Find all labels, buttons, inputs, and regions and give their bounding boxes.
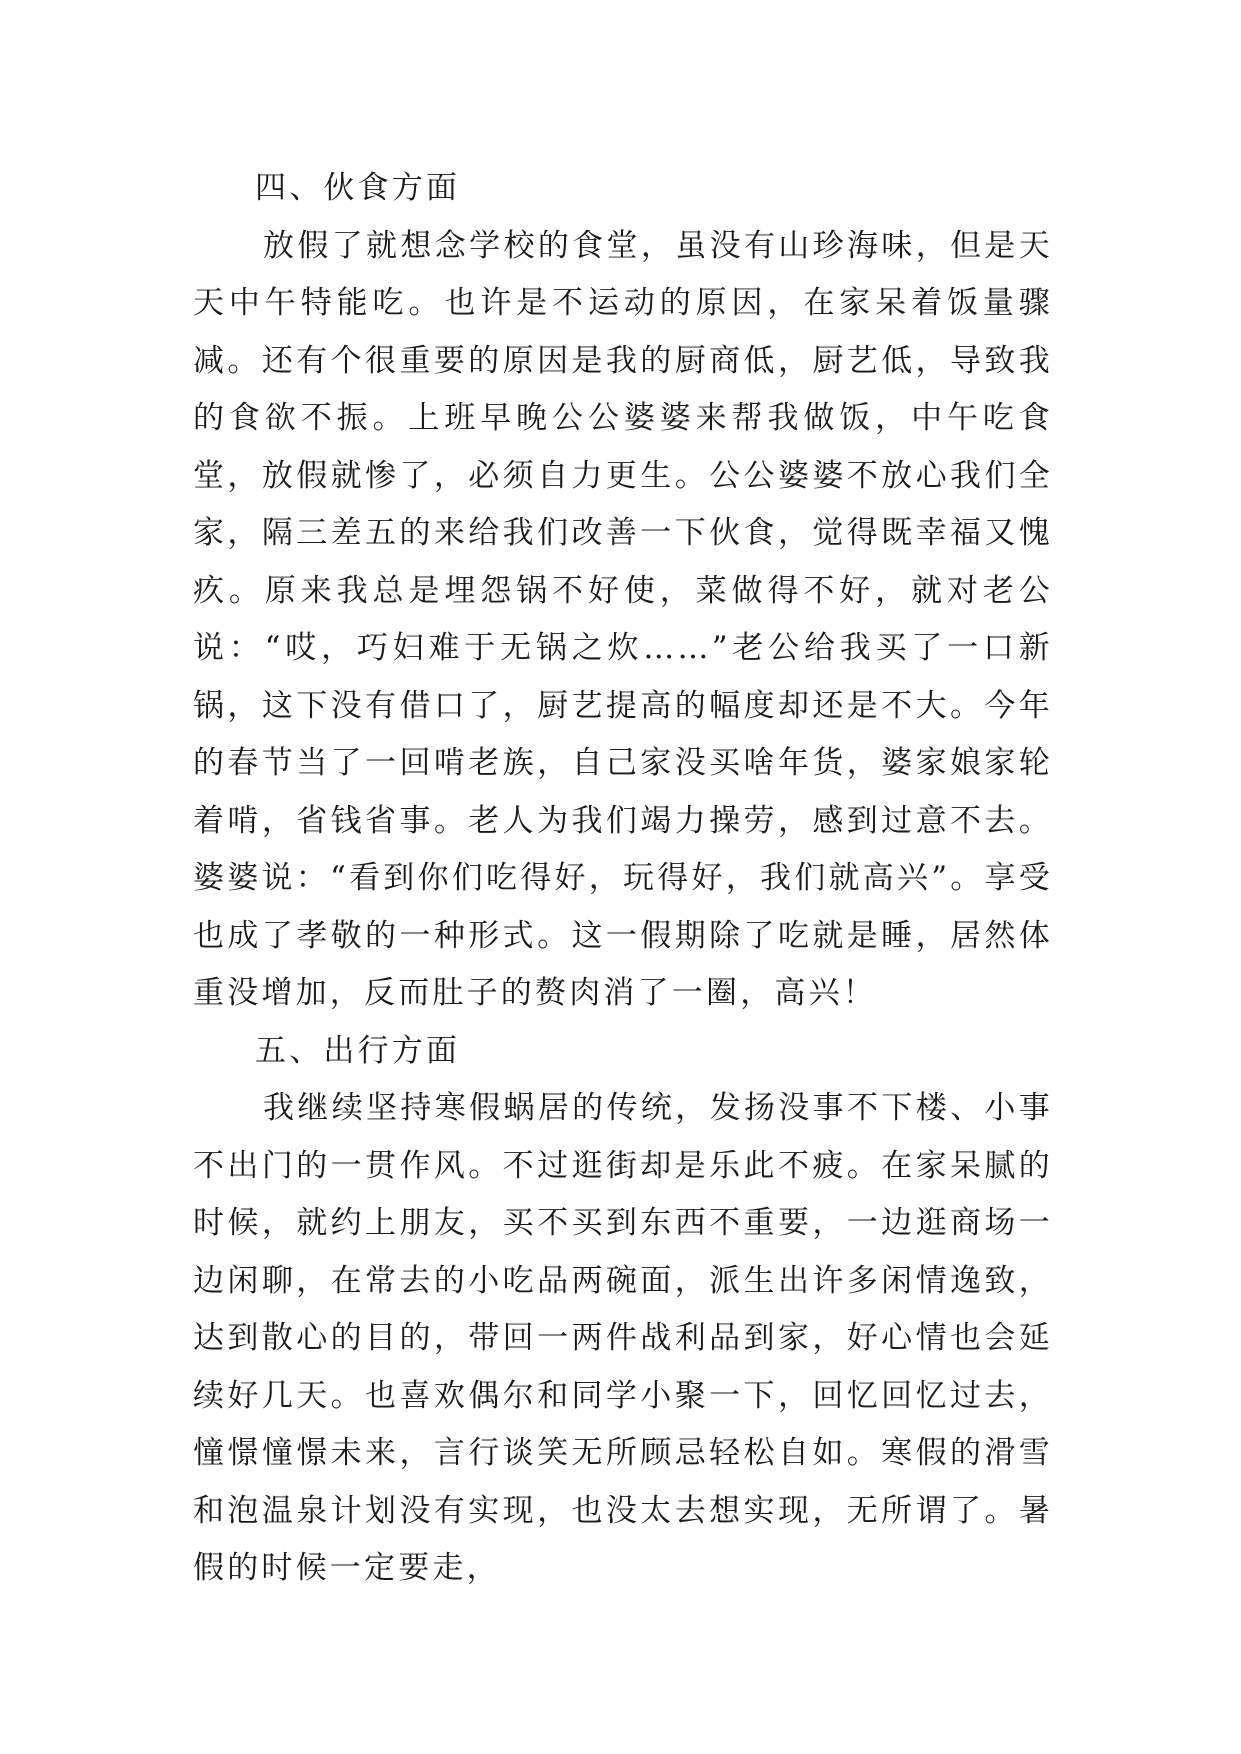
section-heading-travel: 五、出行方面 <box>255 1032 461 1069</box>
section-paragraph-travel: 我继续坚持寒假蜗居的传统，发扬没事不下楼、小事不出门的一贯作风。不过逛街却是乐此不疲。在家呆腻的时候，就约上朋友，买不买到东西不重要，一边逛商场一边闲聊，在常去的小吃品两碗面，派生出许多闲情逸致，达到散心的目的，带回一两件战利品到家，好心情也会延续好几天。也喜欢偶尔和同学小聚一下，回忆回忆过去，憧憬憧憬未来，言行谈笑无所顾忌轻松自如。寒假的滑雪和泡温泉计划没有实现，也没太去想实现，无所谓了。暑假的时候一定要走， <box>193 1090 1053 1586</box>
section-paragraph-food: 放假了就想念学校的食堂，虽没有山珍海味，但是天天中午特能吃。也许是不运动的原因，在家呆着饭量骤减。还有个很重要的原因是我的厨商低，厨艺低，导致我的食欲不振。上班早晚公公婆婆来帮我做饭，中午吃食堂，放假就惨了，必须自力更生。公公婆婆不放心我们全家，隔三差五的来给我们改善一下伙食，觉得既幸福又愧疚。原来我总是埋怨锅不好使，菜做得不好，就对老公说：“哎，巧妇难于无锅之炊……”老公给我买了一口新锅，这下没有借口了，厨艺提高的幅度却还是不大。今年的春节当了一回啃老族，自己家没买啥年货，婆家娘家轮着啃，省钱省事。老人为我们竭力操劳，感到过意不去。婆婆说：“看到你们吃得好，玩得好，我们就高兴”。享受也成了孝敬的一种形式。这一假期除了吃就是睡，居然体重没增加，反而肚子的赘肉消了一圈，高兴！ <box>193 227 1053 1011</box>
section-heading-food: 四、伙食方面 <box>255 170 461 206</box>
document-page <box>193 160 1053 1598</box>
